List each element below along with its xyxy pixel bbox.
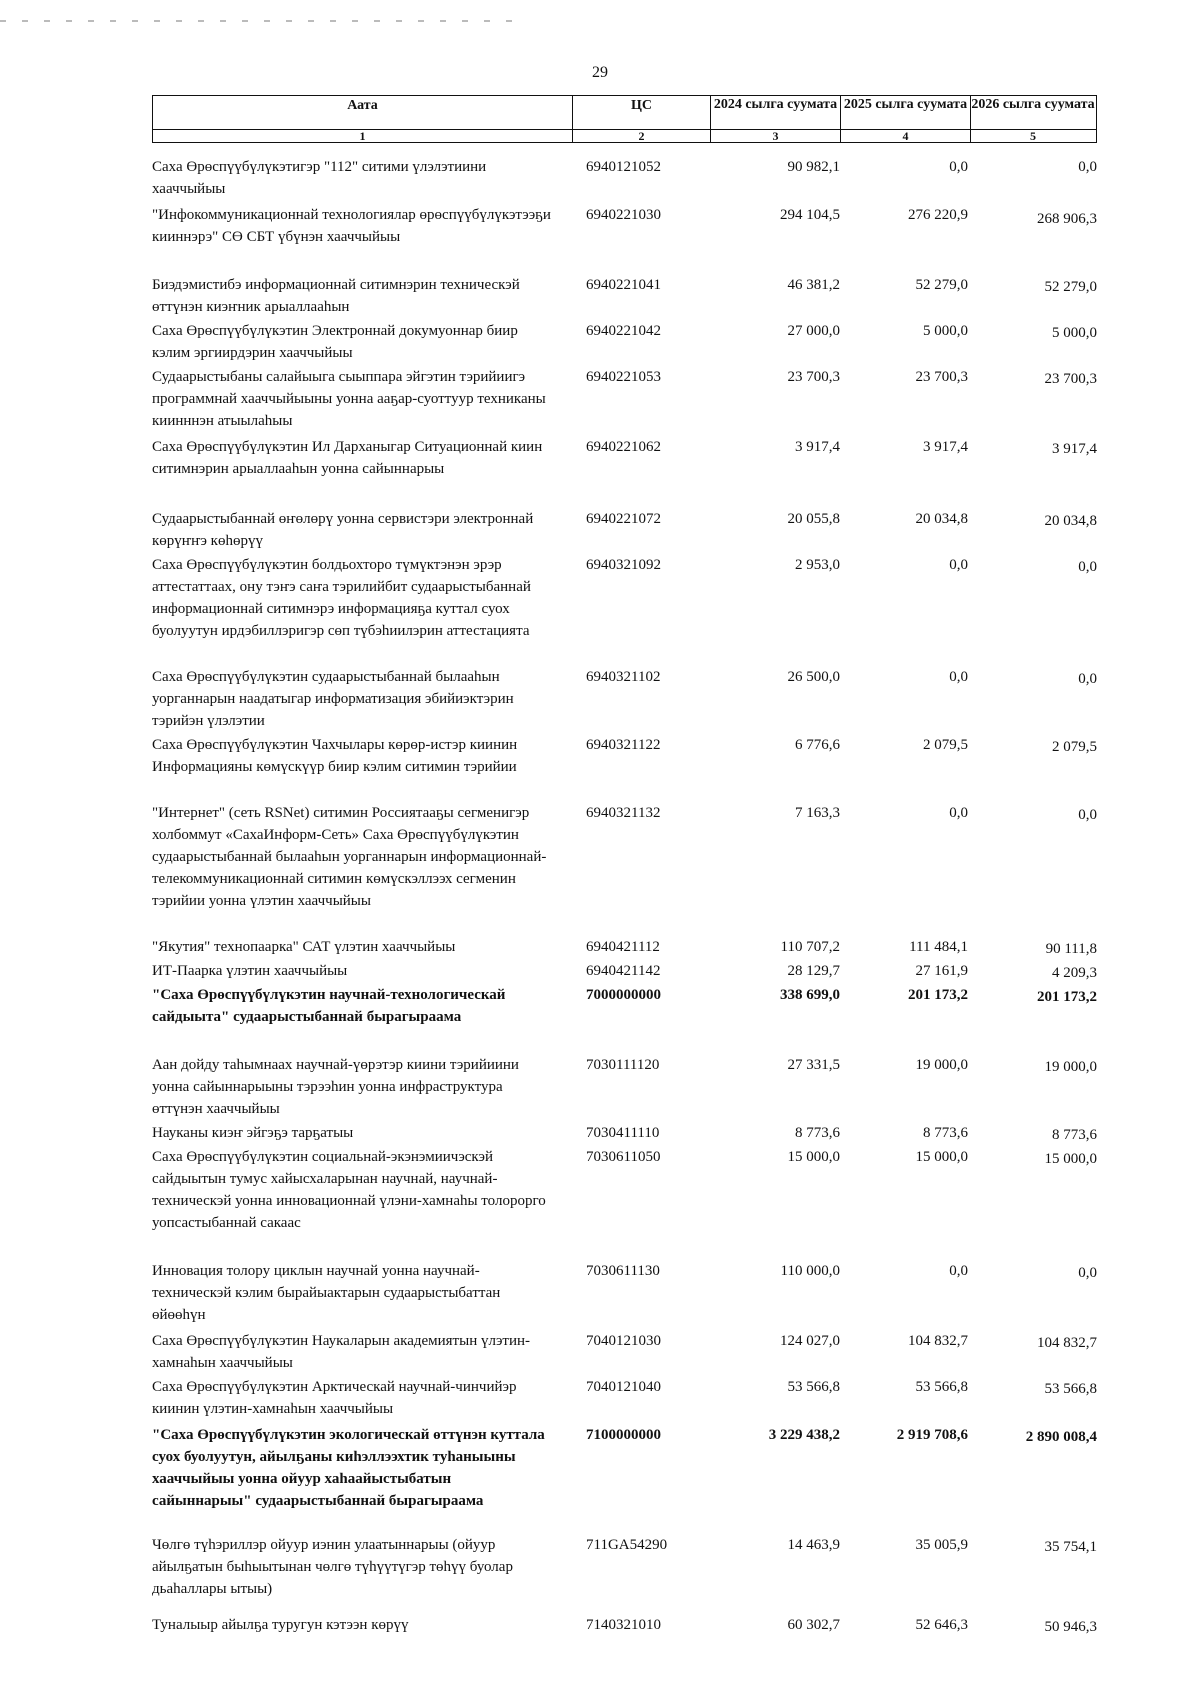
row-value-2025: 2 919 708,6 xyxy=(896,1427,968,1443)
row-value-2024: 90 982,1 xyxy=(787,159,840,175)
header-2026: 2026 сылга суумата xyxy=(971,97,1095,112)
row-value-2024: 60 302,7 xyxy=(787,1617,840,1633)
row-value-2025: 0,0 xyxy=(949,557,968,573)
row-name: Саха Өрөспүүбүлүкэтин судаарыстыбаннай былааһын уорганнарын наадатыгар информатизация эбийиэктэрин тэрийэн үлэлэтии xyxy=(152,669,514,729)
row-value-2024: 110 707,2 xyxy=(780,939,840,955)
row-code: 7040121040 xyxy=(586,1379,661,1395)
row-value-2025: 23 700,3 xyxy=(915,369,968,385)
row-value-2026: 268 906,3 xyxy=(1037,211,1097,227)
row-value-2024: 124 027,0 xyxy=(780,1333,840,1349)
row-value-2026: 20 034,8 xyxy=(1044,513,1097,529)
row-name: Судаарыстыбаннай өҥөлөрү уонна сервистэри электроннай көрүҥҥэ көһөрүү xyxy=(152,511,534,549)
row-value-2026: 50 946,3 xyxy=(1044,1619,1097,1635)
header-2024: 2024 сылга суумата xyxy=(711,96,841,129)
row-value-2026: 0,0 xyxy=(1078,159,1097,175)
row-code: 6940221041 xyxy=(586,277,661,293)
row-code: 7030611050 xyxy=(586,1149,661,1165)
row-value-2024: 338 699,0 xyxy=(780,987,840,1003)
row-value-2024: 294 104,5 xyxy=(780,207,840,223)
row-name: ИТ-Паарка үлэтин хааччыйыы xyxy=(152,963,348,979)
row-code: 6940221042 xyxy=(586,323,661,339)
row-code: 7000000000 xyxy=(586,987,661,1003)
row-value-2024: 6 776,6 xyxy=(795,737,840,753)
row-name: "Якутия" технопаарка" САТ үлэтин хааччыйыы xyxy=(152,939,456,955)
header-num-3: 3 xyxy=(711,130,841,143)
row-value-2024: 7 163,3 xyxy=(795,805,840,821)
row-value-2026: 0,0 xyxy=(1078,1265,1097,1281)
header-num-4: 4 xyxy=(841,130,971,143)
row-value-2024: 3 917,4 xyxy=(795,439,840,455)
row-value-2026: 0,0 xyxy=(1078,671,1097,687)
row-value-2025: 15 000,0 xyxy=(915,1149,968,1165)
row-name: Саха Өрөспүүбүлүкэтин Арктическай научнай-чинчийэр киинин үлэтин-хамнаһын хааччыйыы xyxy=(152,1379,517,1417)
header-2025: 2025 сылга суумата xyxy=(841,96,971,129)
row-name: Саха Өрөспүүбүлүкэтин Электроннай докумуоннар биир кэлим эргиирдэрин хааччыйыы xyxy=(152,323,518,361)
row-code: 7030611130 xyxy=(586,1263,660,1279)
row-value-2024: 26 500,0 xyxy=(787,669,840,685)
row-value-2025: 19 000,0 xyxy=(915,1057,968,1073)
header-numbers-row xyxy=(153,129,1096,143)
row-value-2025: 20 034,8 xyxy=(915,511,968,527)
row-code: 6940321102 xyxy=(586,669,661,685)
row-value-2026: 15 000,0 xyxy=(1044,1151,1097,1167)
row-code: 6940421142 xyxy=(586,963,661,979)
row-code: 7040121030 xyxy=(586,1333,661,1349)
row-code: 6940321122 xyxy=(586,737,661,753)
row-value-2024: 14 463,9 xyxy=(787,1537,840,1553)
row-value-2025: 2 079,5 xyxy=(923,737,968,753)
row-name: "Инфокоммуникационнай технологиялар өрөспүүбүлүкэтээҕи кииннэрэ" СӨ СБТ үбүнэн хааччыйыы xyxy=(152,207,551,245)
row-value-2025: 201 173,2 xyxy=(908,987,968,1003)
row-value-2025: 276 220,9 xyxy=(908,207,968,223)
row-value-2024: 27 000,0 xyxy=(787,323,840,339)
row-code: 6940321092 xyxy=(586,557,661,573)
row-name: Инновация толору циклын научнай уонна научнай-техническэй кэлим бырайыактарын судаарыстыбаттан өйөөһүн xyxy=(152,1263,501,1323)
row-name: Саха Өрөспүүбүлүкэтин болдьохторо түмүктэнэн эрэр аттестаттаах, ону тэҥэ саҥа тэрилийбит судаарыстыбаннай информационнай ситимнэрэ информацияҕа куттал суох буолуутун ирдэбиллэригэр сөп түбэһиилэрин аттестацията xyxy=(152,557,531,639)
row-name: Науканы киэҥ эйгэҕэ тарҕатыы xyxy=(152,1125,354,1141)
row-value-2026: 2 079,5 xyxy=(1052,739,1097,755)
row-name: Саха Өрөспүүбүлүкэтин Чахчылары көрөр-истэр киинин Информацияны көмүскүүр биир кэлим ситимин тэрийии xyxy=(152,737,518,775)
row-value-2025: 0,0 xyxy=(949,669,968,685)
row-value-2024: 53 566,8 xyxy=(787,1379,840,1395)
row-value-2024: 2 953,0 xyxy=(795,557,840,573)
row-code: 6940421112 xyxy=(586,939,660,955)
row-name: "Саха Өрөспүүбүлүкэтин научнай-технологическай сайдыыта" судаарыстыбаннай бырагыраама xyxy=(152,987,506,1025)
header-name: Аата xyxy=(153,96,573,129)
row-value-2025: 52 279,0 xyxy=(915,277,968,293)
row-value-2026: 8 773,6 xyxy=(1052,1127,1097,1143)
row-value-2024: 23 700,3 xyxy=(787,369,840,385)
row-value-2026: 23 700,3 xyxy=(1044,371,1097,387)
row-value-2026: 52 279,0 xyxy=(1044,279,1097,295)
header-num-2: 2 xyxy=(573,130,711,143)
row-name: "Интернет" (сеть RSNet) ситимин Россиятааҕы сегменигэр холбоммут «СахаИнформ-Сеть» Саха Өрөспүүбүлүкэтин судаарыстыбаннай былааһын уорганнарын информационнай-телекоммуникационнай ситимин көмүскэллээх сегменин тэрийии уонна үлэтин хааччыйыы xyxy=(152,805,547,909)
row-value-2025: 52 646,3 xyxy=(915,1617,968,1633)
row-name: Саха Өрөспүүбүлүкэтин социальнай-экэнэмиичэскэй сайдыытын тумус хайысхаларынан научнай, научнай-техническэй уонна инновационнай үлэни-хамнаһы толорорго уопсастыбаннай сакаас xyxy=(152,1149,546,1231)
row-value-2025: 0,0 xyxy=(949,159,968,175)
row-value-2025: 0,0 xyxy=(949,1263,968,1279)
page-number: 29 xyxy=(592,64,608,81)
row-code: 6940221030 xyxy=(586,207,661,223)
row-name: Саха Өрөспүүбүлүкэтигэр "112" ситими үлэлэтиини хааччыйыы xyxy=(152,159,487,197)
row-value-2025: 35 005,9 xyxy=(915,1537,968,1553)
row-value-2025: 0,0 xyxy=(949,805,968,821)
row-value-2026: 4 209,3 xyxy=(1052,965,1097,981)
row-value-2026: 0,0 xyxy=(1078,559,1097,575)
row-value-2025: 3 917,4 xyxy=(923,439,968,455)
row-name: Саха Өрөспүүбүлүкэтин Наукаларын академиятын үлэтин-хамнаһын хааччыйыы xyxy=(152,1333,530,1371)
row-value-2026: 90 111,8 xyxy=(1045,941,1097,957)
row-code: 6940121052 xyxy=(586,159,661,175)
row-value-2024: 28 129,7 xyxy=(787,963,840,979)
row-value-2026: 35 754,1 xyxy=(1044,1539,1097,1555)
row-name: Чөлгө түһэриллэр ойуур иэнин улаатыннарыы (ойуур айылҕатын быһыытынан чөлгө түһүүтүгэр төһүү буолар дьаһаллары ытыы) xyxy=(152,1537,513,1597)
row-name: Саха Өрөспүүбүлүкэтин Ил Дарханыгар Ситуационнай киин ситимнэрин арыаллааһын уонна сайыннарыы xyxy=(152,439,543,477)
row-value-2024: 46 381,2 xyxy=(787,277,840,293)
row-value-2026: 2 890 008,4 xyxy=(1025,1429,1097,1445)
row-value-2024: 8 773,6 xyxy=(795,1125,840,1141)
row-value-2024: 27 331,5 xyxy=(787,1057,840,1073)
row-code: 6940221072 xyxy=(586,511,661,527)
row-name: Аан дойду таһымнаах научнай-үөрэтэр киини тэрийиини уонна сайыннарыыны тэрээһин уонна инфраструктура өттүнэн хааччыйыы xyxy=(152,1057,519,1117)
row-value-2024: 3 229 438,2 xyxy=(768,1427,840,1443)
row-value-2026: 53 566,8 xyxy=(1044,1381,1097,1397)
row-value-2025: 8 773,6 xyxy=(923,1125,968,1141)
row-value-2026: 3 917,4 xyxy=(1052,441,1097,457)
row-name: Туналыыр айылҕа туругун кэтээн көрүү xyxy=(152,1617,409,1633)
row-value-2025: 111 484,1 xyxy=(909,939,968,955)
row-value-2025: 104 832,7 xyxy=(908,1333,968,1349)
header-code: ЦС xyxy=(573,96,711,129)
table-header xyxy=(152,95,1097,143)
row-value-2026: 19 000,0 xyxy=(1044,1059,1097,1075)
row-code: 711GA54290 xyxy=(586,1537,668,1553)
row-code: 6940321132 xyxy=(586,805,661,821)
row-value-2026: 201 173,2 xyxy=(1037,989,1097,1005)
row-code: 6940221062 xyxy=(586,439,661,455)
row-value-2025: 27 161,9 xyxy=(915,963,968,979)
row-code: 7030411110 xyxy=(586,1125,660,1141)
row-code: 7140321010 xyxy=(586,1617,661,1633)
header-num-5: 5 xyxy=(1030,129,1036,143)
row-value-2025: 53 566,8 xyxy=(915,1379,968,1395)
row-value-2026: 5 000,0 xyxy=(1052,325,1097,341)
row-value-2024: 20 055,8 xyxy=(787,511,840,527)
row-code: 7100000000 xyxy=(586,1427,661,1443)
row-value-2024: 110 000,0 xyxy=(780,1263,840,1279)
row-value-2026: 104 832,7 xyxy=(1037,1335,1097,1351)
row-value-2025: 5 000,0 xyxy=(923,323,968,339)
row-name: Судаарыстыбаны салайыыга сыыппара эйгэтин тэрийиигэ программнай хааччыйыыны уонна ааҕар-суоттуур техниканы киинннэн атыылаһыы xyxy=(152,369,546,429)
row-value-2026: 0,0 xyxy=(1078,807,1097,823)
row-code: 6940221053 xyxy=(586,369,661,385)
scan-artifact xyxy=(0,20,520,22)
row-name: "Саха Өрөспүүбүлүкэтин экологическай өттүнэн куттала суох буолуутун, айылҕаны киһэллээхтик туһаныыны хааччыйыы уонна ойуур хаһаайыстыбатын сайыннарыы" судаарыстыбаннай бырагыраама xyxy=(152,1427,545,1509)
header-num-1: 1 xyxy=(153,130,573,143)
row-name: Биэдэмистибэ информационнай ситимнэрин техническэй өттүнэн киэҥник арыаллааһын xyxy=(152,277,520,315)
row-value-2024: 15 000,0 xyxy=(787,1149,840,1165)
row-code: 7030111120 xyxy=(586,1057,660,1073)
